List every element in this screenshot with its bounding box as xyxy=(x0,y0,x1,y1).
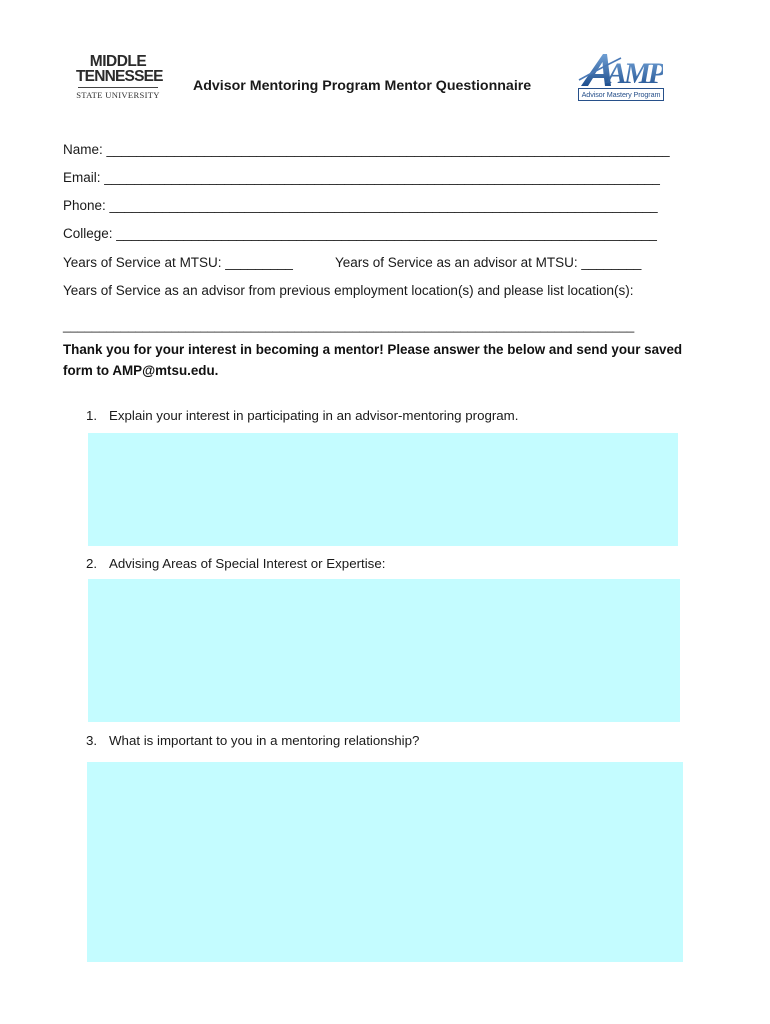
college-field[interactable]: College: ________________________________________________________________________ xyxy=(63,226,657,241)
question-2-answer-field[interactable] xyxy=(88,579,680,722)
question-1-text: Explain your interest in participating in an advisor-mentoring program. xyxy=(109,408,519,423)
years-previous-label: Years of Service as an advisor from previous employment location(s) and please list location(s): xyxy=(63,283,634,298)
phone-field[interactable]: Phone: _________________________________________________________________________ xyxy=(63,198,658,213)
question-3-number: 3. xyxy=(86,733,98,748)
question-1-number: 1. xyxy=(86,408,98,423)
mtsu-logo xyxy=(76,53,163,100)
question-2-number: 2. xyxy=(86,556,98,571)
amp-tagline: Advisor Mastery Program xyxy=(578,88,664,101)
logo-line-tennessee: TENNESSEE xyxy=(76,68,163,85)
amp-mark-icon xyxy=(577,50,663,90)
previous-locations-field[interactable]: _______________________________________________________________________________ xyxy=(63,318,635,333)
question-3-text: What is important to you in a mentoring relationship? xyxy=(109,733,420,748)
question-2-text: Advising Areas of Special Interest or Expertise: xyxy=(109,556,386,571)
question-3-answer-field[interactable] xyxy=(87,762,683,962)
instructions-text: Thank you for your interest in becoming a mentor! Please answer the below and send your saved form to AMP@mtsu.edu. xyxy=(63,342,683,378)
name-field[interactable]: Name: ___________________________________________________________________________ xyxy=(63,142,670,157)
logo-divider xyxy=(78,87,158,88)
question-1-label xyxy=(86,408,518,423)
years-advisor-mtsu-field[interactable]: Years of Service as an advisor at MTSU: ________ xyxy=(335,255,642,270)
amp-mark-text: AMP xyxy=(607,57,663,90)
question-2-label xyxy=(86,556,385,571)
question-1-answer-field[interactable] xyxy=(88,433,678,546)
logo-line-state-university: STATE UNIVERSITY xyxy=(76,90,160,100)
question-3-label xyxy=(86,733,419,748)
email-field[interactable]: Email: __________________________________________________________________________ xyxy=(63,170,660,185)
amp-logo xyxy=(577,50,663,102)
logo-line-middle: MIDDLE xyxy=(89,53,147,70)
document-title: Advisor Mentoring Program Mentor Questionnaire xyxy=(193,78,532,94)
years-mtsu-field[interactable]: Years of Service at MTSU: _________ xyxy=(63,255,293,270)
